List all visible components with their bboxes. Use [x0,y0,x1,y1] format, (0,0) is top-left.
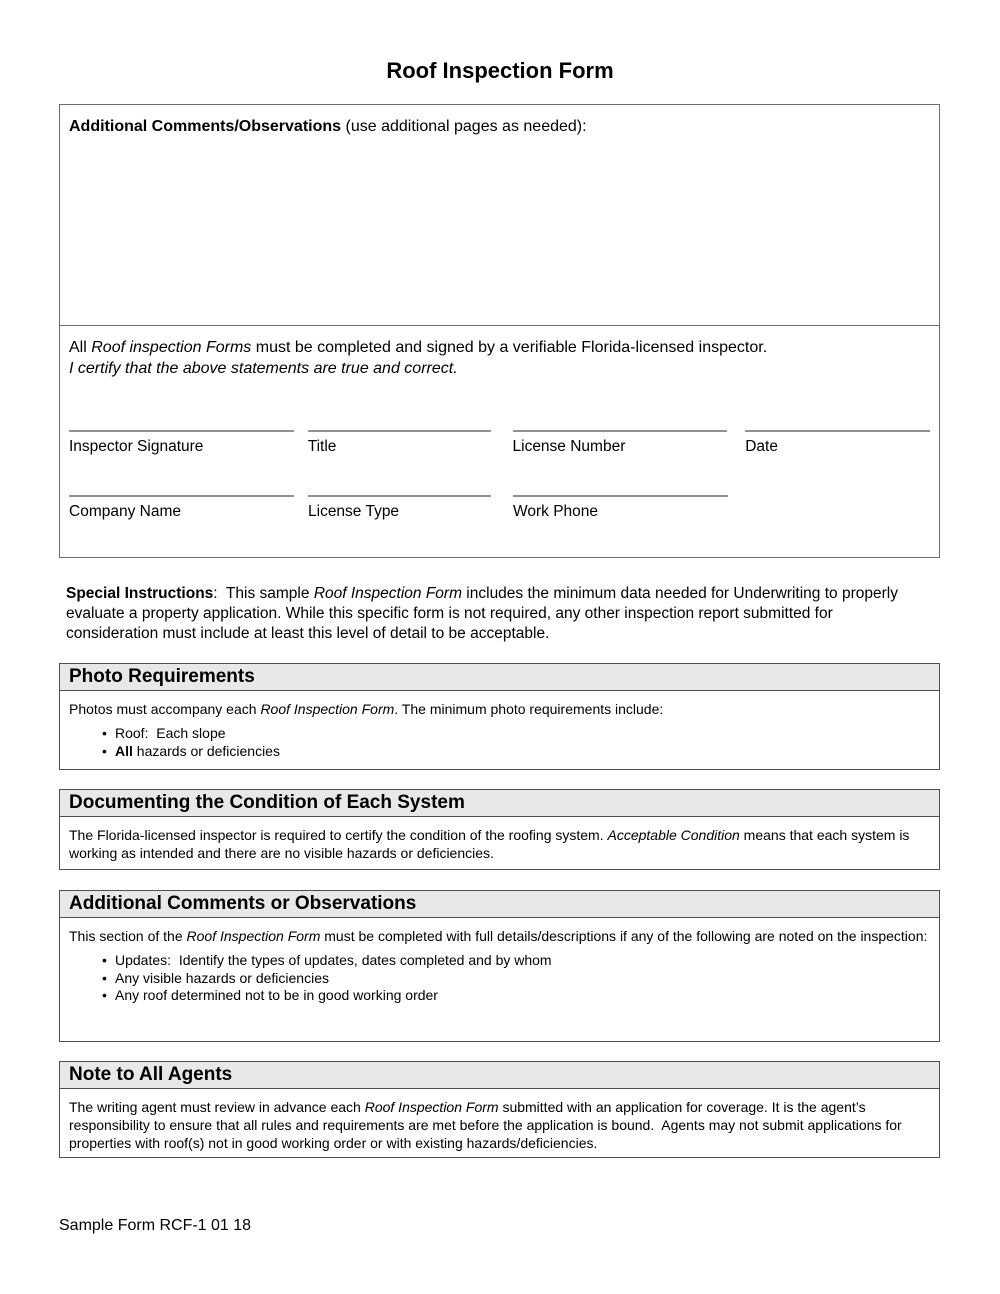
special-instructions-label: Special Instructions [66,585,214,602]
license-type-field [308,495,491,521]
form-number-footer: Sample Form RCF-1 01 18 [59,1217,252,1234]
work-phone-line[interactable] [513,495,728,497]
title-field [308,430,491,456]
special-instructions: Special Instructions: This sample Roof Inspection Form includes the minimum data needed for Underwriting to properly evaluate a property application. While this specific form is not required, any other inspection report submitted for consideration must include at least this level of detail to be acceptable. [66,585,903,642]
bullet-item: • All hazards or deficiencies [101,743,930,761]
bullet-item: • Roof: Each slope [101,725,930,743]
certification-statement [69,337,930,379]
bullet-list [69,725,930,760]
license-type-line[interactable] [308,495,491,497]
work-phone-label: Work Phone [513,503,599,520]
section-intro: The Florida-licensed inspector is required to certify the condition of the roofing system. Acceptable Condition means that each system is working as intended and there are no visible hazards or deficiencies. [69,827,914,861]
section-header: Documenting the Condition of Each System [60,790,939,817]
license-type-label: License Type [308,503,400,520]
section-body [60,817,939,869]
section-header: Photo Requirements [60,664,939,691]
section-photo-requirements [59,663,940,770]
section-intro: This section of the Roof Inspection Form must be completed with full details/descriptions if any of the following are noted on the inspection: [69,928,928,944]
company-name-field [69,495,294,521]
title-line[interactable] [308,430,491,432]
section-intro: The writing agent must review in advance each Roof Inspection Form submitted with an application for coverage. It is the agent’s responsibility to ensure that all rules and requirements are met before the application is bound. Agents may not submit applications for properties with roof(s) not in good working order or with existing hazards/deficiencies. [69,1099,906,1151]
license-number-label: License Number [512,438,626,455]
comments-signature-box [59,104,940,558]
comments-writein-area[interactable] [62,145,937,323]
certification-line-2: I certify that the above statements are true and correct. [69,360,458,377]
section-additional-comments [59,890,940,1042]
section-body [60,918,939,1041]
company-name-line[interactable] [69,495,294,497]
date-field [745,430,930,456]
form-title: Roof Inspection Form [386,58,614,83]
box-divider [60,325,939,326]
inspector-signature-label: Inspector Signature [69,438,204,455]
signature-row-1 [69,430,930,456]
bullet-list [69,952,930,1005]
section-body [60,691,939,769]
license-number-field [513,430,728,456]
company-name-label: Company Name [69,503,181,520]
license-number-line[interactable] [513,430,728,432]
comments-box-label [69,118,930,136]
bullet-item: • Updates: Identify the types of updates, dates completed and by whom [101,952,930,970]
bullet-item: • Any visible hazards or deficiencies [101,970,930,988]
section-header: Note to All Agents [60,1062,939,1089]
bullet-item: • Any roof determined not to be in good working order [101,987,930,1005]
section-documenting-condition [59,789,940,870]
signature-row-2 [69,495,930,521]
date-line[interactable] [745,430,930,432]
date-label: Date [745,438,778,455]
section-intro: Photos must accompany each Roof Inspection Form. The minimum photo requirements include: [69,701,664,717]
section-body [60,1089,939,1157]
title-label: Title [307,438,337,455]
section-header: Additional Comments or Observations [60,891,939,918]
certification-line-1: All Roof inspection Forms must be completed and signed by a verifiable Florida-licensed inspector. [69,339,768,356]
comments-box-label-rest: (use additional pages as needed): [341,118,587,135]
work-phone-field [513,495,728,521]
inspector-signature-field [69,430,294,456]
inspector-signature-line[interactable] [69,430,294,432]
section-note-to-agents [59,1061,940,1158]
comments-box-label-bold: Additional Comments/Observations [69,118,342,135]
